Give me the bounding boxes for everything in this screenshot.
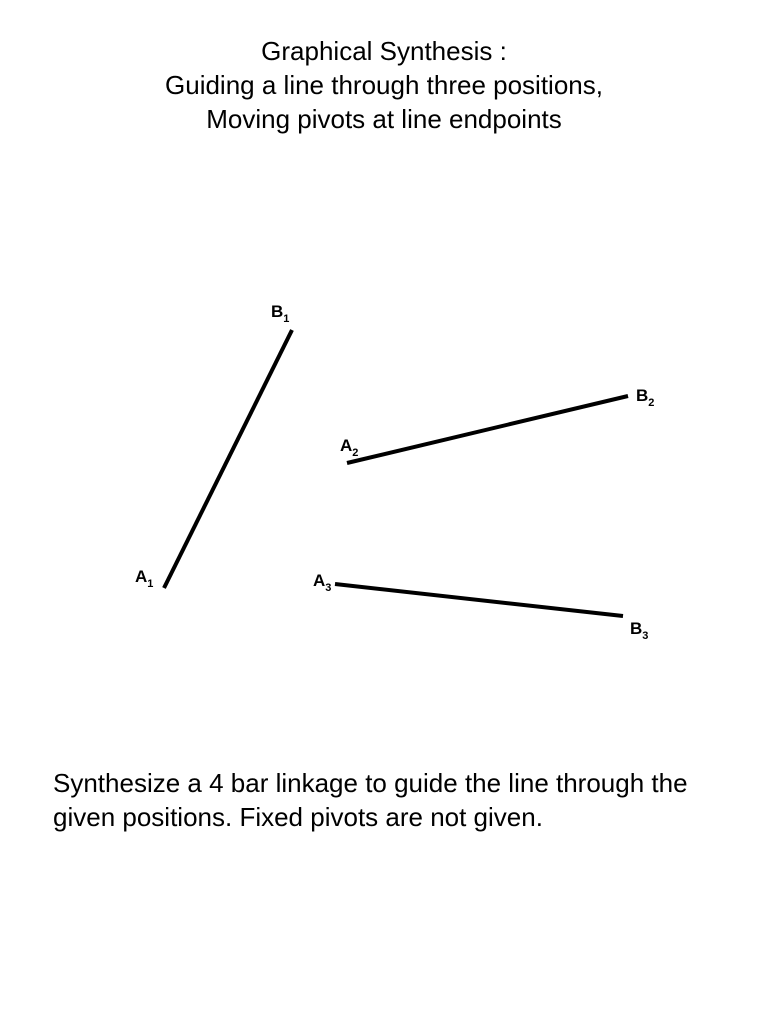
title-line-3: Moving pivots at line endpoints: [206, 104, 562, 134]
label-b3: [630, 619, 648, 642]
label-b3-sub: 3: [642, 630, 649, 642]
label-a2: [340, 436, 358, 459]
title-line-2: Guiding a line through three positions,: [165, 70, 603, 100]
label-a1-sub: 1: [147, 578, 154, 590]
label-a3-letter: A: [313, 571, 326, 590]
label-a2-letter: A: [340, 436, 353, 455]
label-a3-sub: 3: [325, 582, 332, 594]
label-b2: [636, 386, 654, 409]
line-position-2: [347, 396, 628, 463]
instructions-text: Synthesize a 4 bar linkage to guide the line through the given positions. Fixed pivots are not given.: [53, 768, 688, 832]
label-b1-letter: B: [271, 302, 284, 321]
title-line-1: Graphical Synthesis :: [261, 36, 507, 66]
label-b1-sub: 1: [283, 313, 290, 325]
line-position-3: [335, 584, 623, 616]
label-a2-sub: 2: [352, 447, 359, 459]
label-b1: [271, 302, 289, 325]
label-b3-letter: B: [630, 619, 643, 638]
label-b2-letter: B: [636, 386, 649, 405]
line-position-1: [164, 330, 292, 588]
label-a1-letter: A: [135, 567, 148, 586]
label-a3: [313, 571, 331, 594]
label-b2-sub: 2: [648, 397, 655, 409]
label-a1: [135, 567, 153, 590]
